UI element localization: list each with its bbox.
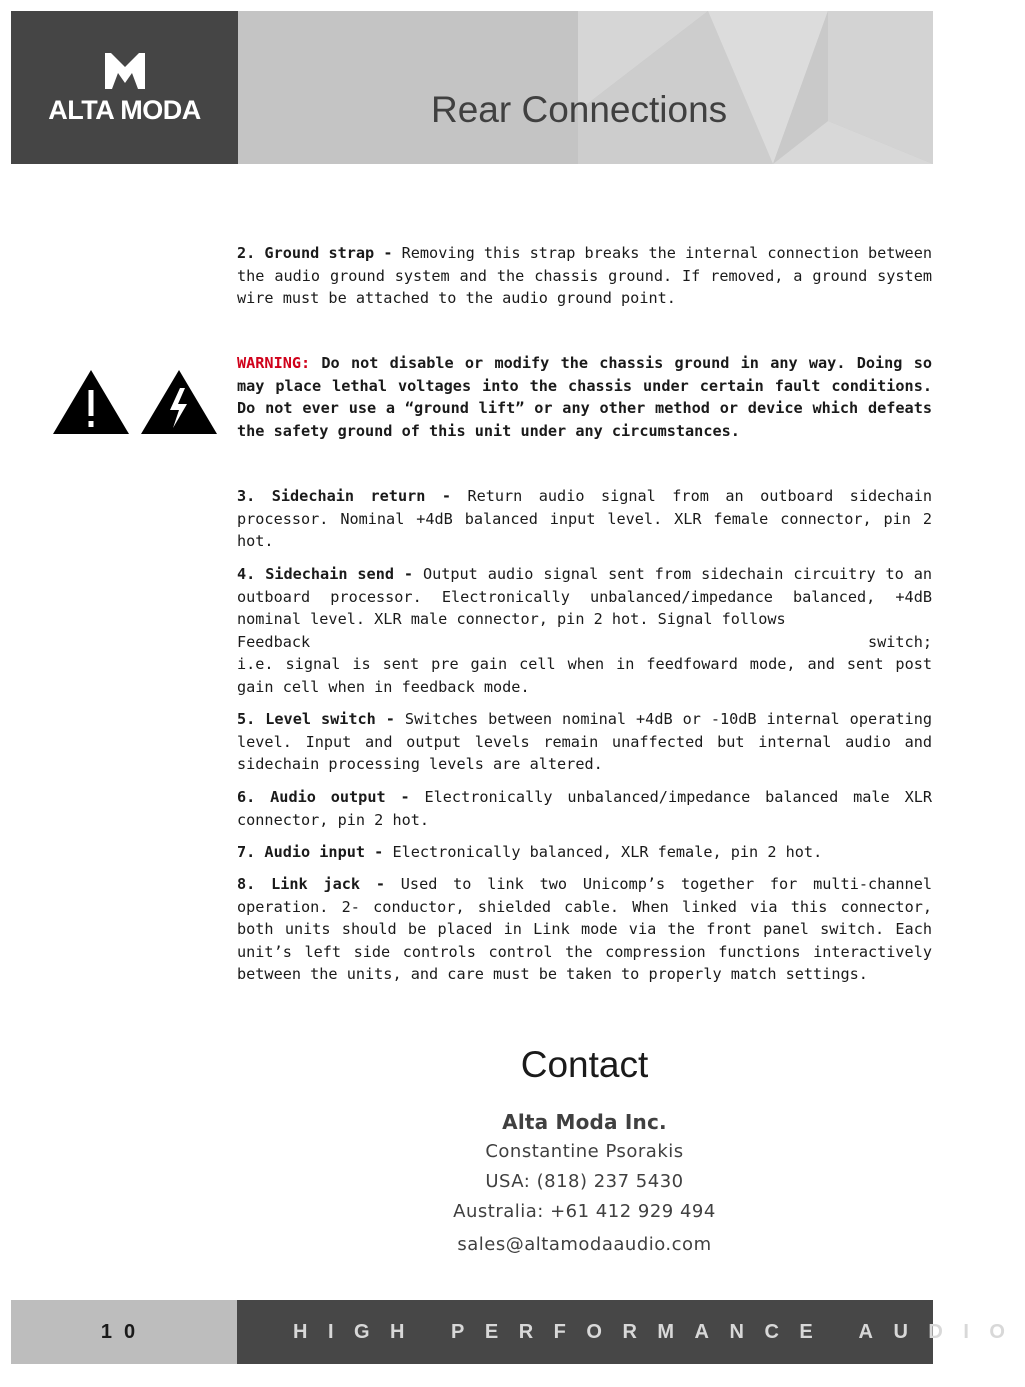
header-decoration <box>578 11 933 164</box>
section-label: 2. Ground strap - <box>237 244 393 262</box>
alta-moda-logo-icon <box>105 53 145 89</box>
section-sidechain-send <box>237 563 932 698</box>
logo-text: ALTA MODA <box>48 95 201 125</box>
page-title: Rear Connections <box>431 89 728 130</box>
warning-label: WARNING: <box>237 354 311 372</box>
section-audio-output <box>237 786 932 831</box>
section-text: Electronically balanced, XLR female, pin 2 hot. <box>383 843 823 861</box>
section-label: 4. Sidechain send - <box>237 565 414 583</box>
page-footer <box>11 1300 1025 1364</box>
section-audio-input <box>237 841 932 864</box>
warning-exclamation-icon <box>53 370 129 434</box>
section-text: Switches between nominal +4dB or -10dB internal operating level. Input and output levels remain unaffected but internal audio and sidechain processing levels are altered. <box>237 710 932 773</box>
section-level-switch <box>237 708 932 776</box>
contact-company: Alta Moda Inc. <box>502 1110 667 1134</box>
contact-email[interactable]: sales@altamodaaudio.com <box>457 1234 712 1255</box>
electric-shock-icon <box>141 370 217 434</box>
section-label: 5. Level switch - <box>237 710 395 728</box>
section-label: 6. Audio output - <box>237 788 410 806</box>
warning-paragraph <box>237 352 932 442</box>
page-header <box>11 11 933 164</box>
section-ground-strap <box>237 242 932 310</box>
contact-person: Constantine Psorakis <box>485 1141 684 1162</box>
footer-band <box>237 1300 1025 1364</box>
contact-phone-usa: USA: (818) 237 5430 <box>485 1171 684 1192</box>
logo-block <box>11 11 238 164</box>
warning-icons <box>53 368 223 436</box>
contact-title: Contact <box>520 1044 649 1085</box>
page-number: 10 <box>100 1321 148 1343</box>
section-text: Output audio signal sent from sidechain circuitry to an outboard processor. Electronically unbalanced/impedance balanced, +4dB nominal level. XLR male connector, pin 2 hot. Signal follows <box>237 565 933 628</box>
section-text: Used to link two Unicomp’s together for multi-channel operation. 2- conductor, shielded cable. When linked via this connector, both units should be placed in Link mode via the front panel switch. Each unit’s left side controls control the compression functions interactively between the units, and care must be taken to properly match settings. <box>237 875 932 983</box>
section-text-continued: i.e. signal is sent pre gain cell when in feedfoward mode, and sent post gain cell when in feedback mode. <box>237 655 932 696</box>
feedback-word: Feedback <box>237 632 311 651</box>
feedback-line <box>237 631 932 654</box>
footer-tagline: HIGH PERFORMANCE AUDIO <box>293 1321 1025 1343</box>
section-label: 8. Link jack - <box>237 875 385 893</box>
section-text: Electronically unbalanced/impedance balanced male XLR connector, pin 2 hot. <box>237 788 932 829</box>
section-text: Removing this strap breaks the internal connection between the audio ground system and the chassis ground. If removed, a ground system wire must be attached to the audio ground point. <box>237 244 932 307</box>
section-link-jack <box>237 873 932 986</box>
section-label: 3. Sidechain return - <box>237 487 451 505</box>
section-sidechain-return <box>237 485 932 553</box>
switch-word: switch; <box>867 632 932 651</box>
section-label: 7. Audio input - <box>237 843 384 861</box>
warning-text: Do not disable or modify the chassis ground in any way. Doing so may place lethal voltages into the chassis under certain fault conditions. Do not ever use a “ground lift” or any other method or device which defeats the safety ground of this unit under any circumstances. <box>237 354 932 440</box>
contact-phone-australia: Australia: +61 412 929 494 <box>453 1201 716 1222</box>
section-text: Return audio signal from an outboard sidechain processor. Nominal +4dB balanced input level. XLR female connector, pin 2 hot. <box>237 487 932 550</box>
